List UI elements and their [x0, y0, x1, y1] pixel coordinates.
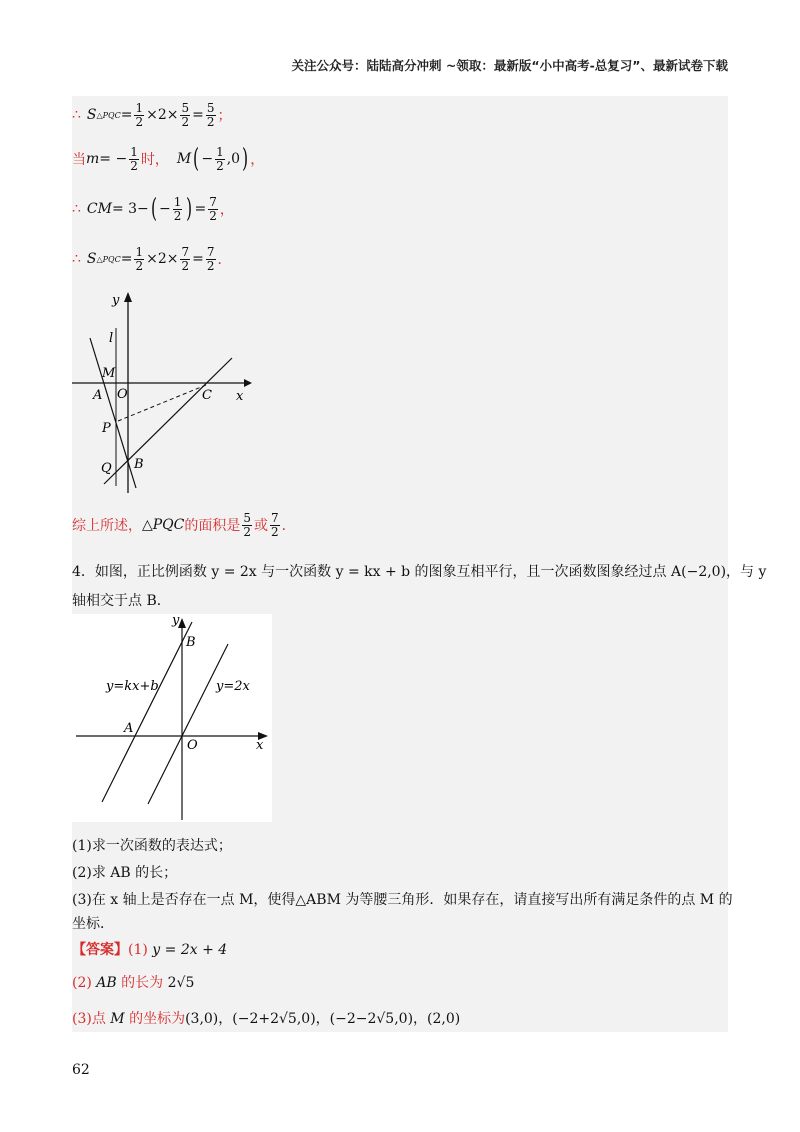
minus-sign: −	[158, 201, 171, 218]
label-o: O	[187, 738, 198, 753]
fraction-result: $\frac{5}{2}$	[206, 101, 215, 129]
fraction-result: $\frac{7}{2}$	[209, 195, 217, 223]
answer-line-1	[72, 939, 227, 959]
therefore-symbol: ∴	[72, 201, 81, 218]
label-x: x	[256, 738, 264, 753]
label-b: B	[186, 635, 196, 650]
summary-prefix: 综上所述，	[72, 518, 142, 535]
answer-2-value: 2√5	[167, 975, 195, 991]
equals: =	[192, 107, 204, 124]
summary-line	[72, 512, 296, 538]
line-kx-b	[102, 622, 192, 802]
label-x: x	[236, 389, 244, 404]
area-subscript: △PQC	[96, 110, 121, 120]
variable-m: m	[86, 151, 100, 168]
fraction-area-b: $\frac{7}{2}$	[271, 511, 279, 539]
punctuation: ；	[217, 108, 232, 125]
equals-minus: = −	[99, 151, 128, 168]
fraction-area-a: $\frac{5}{2}$	[243, 511, 252, 539]
equals: =	[192, 251, 204, 268]
answer-3-text: 的坐标为	[124, 1011, 186, 1027]
answer-2-label: (2)	[72, 975, 92, 991]
segment-ab: AB	[96, 975, 117, 991]
y-axis-arrow	[124, 292, 132, 302]
equals: =	[120, 251, 133, 268]
label-a: A	[124, 721, 134, 736]
area-symbol: S	[86, 251, 97, 268]
answer-2-text: 的长为	[116, 975, 168, 991]
label-y: y	[112, 293, 120, 308]
therefore-symbol: ∴	[72, 107, 81, 124]
question-4-part-2: (2)求 AB 的长；	[72, 865, 178, 881]
segment-pc	[118, 385, 206, 421]
label-l: l	[109, 331, 114, 346]
coordinate-rest: ,0	[226, 151, 241, 168]
question-4-part-3b: 坐标．	[72, 916, 114, 932]
solution-line-3: ∴ CM = 3− ( − $\frac{1}{2}$ ) = $\frac{7}{2}$ ，	[72, 194, 234, 225]
equals: =	[120, 107, 133, 124]
punctuation: ．	[281, 518, 296, 535]
figure-parallel-lines-svg	[72, 614, 272, 822]
label-c: C	[202, 388, 212, 403]
point-m: M	[110, 1011, 125, 1027]
line-bc	[104, 358, 232, 484]
solution-line-2: 当 m = − $\frac{1}{2}$ 时， M ( − $\frac{1}{2}$ ,0 ) ，	[72, 144, 265, 175]
times-text: ×2×	[146, 107, 179, 124]
answer-tag: 【答案】	[72, 942, 128, 958]
times-text: ×2×	[146, 251, 179, 268]
label-p: P	[102, 421, 111, 436]
line-ab	[90, 338, 136, 488]
fraction-half: $\frac{1}{2}$	[135, 245, 144, 273]
label-o: O	[117, 387, 128, 402]
figure-triangle-pqc	[72, 288, 262, 498]
fraction-coordinate: $\frac{1}{2}$	[216, 145, 224, 173]
equals-three-minus: = 3−	[111, 201, 149, 218]
fraction-factor: $\frac{5}{2}$	[181, 101, 190, 129]
label-b: B	[134, 457, 144, 472]
x-axis-arrow	[244, 379, 252, 387]
fraction-inner: $\frac{1}{2}$	[173, 195, 182, 223]
solution-line-1	[72, 102, 232, 128]
answer-line-2	[72, 972, 194, 992]
label-y: y	[172, 614, 180, 628]
point-m: M	[176, 151, 192, 168]
punctuation: ，	[250, 152, 265, 169]
label-2x: y=2x	[216, 679, 250, 694]
answer-1-label: (1)	[128, 942, 148, 958]
fraction-factor: $\frac{7}{2}$	[181, 245, 190, 273]
page-header: 关注公众号：陆陆高分冲刺 ~领取：最新版“小中高考-总复习”、最新试卷下载	[291, 58, 728, 73]
solution-line-4	[72, 246, 232, 272]
segment-cm: CM	[86, 201, 112, 218]
triangle-pqc: △PQC	[142, 517, 185, 534]
summary-mid: 的面积是	[184, 518, 241, 535]
line-2x	[148, 644, 228, 804]
when-text: 当	[72, 152, 86, 169]
figure-triangle-pqc-svg	[72, 288, 262, 498]
page-number: 62	[72, 1062, 90, 1078]
or-text: 或	[254, 518, 269, 535]
therefore-symbol: ∴	[72, 251, 81, 268]
minus-sign: −	[201, 151, 214, 168]
answer-3-label: (3)点	[72, 1011, 111, 1027]
question-4-line-2: 轴相交于点 B．	[72, 593, 171, 609]
fraction-result: $\frac{7}{2}$	[206, 245, 215, 273]
area-subscript: △PQC	[96, 254, 121, 264]
answer-1-expression: y = 2x + 4	[152, 942, 228, 958]
equals: =	[194, 201, 207, 218]
label-m: M	[102, 366, 116, 381]
label-a: A	[93, 388, 103, 403]
area-symbol: S	[86, 107, 97, 124]
fraction-half: $\frac{1}{2}$	[135, 101, 144, 129]
punctuation: ，	[219, 202, 234, 219]
punctuation: ．	[217, 252, 232, 269]
label-q: Q	[101, 461, 112, 476]
time-text: 时，	[140, 152, 169, 169]
question-4-line-1: 4．如图，正比例函数 y = 2x 与一次函数 y = kx + b 的图象互相平行，且一次函数图象经过点 A(−2,0)，与 y	[72, 564, 767, 580]
answer-line-3	[72, 1008, 460, 1028]
label-kx-b: y=kx+b	[106, 679, 159, 694]
question-4-part-1: (1)求一次函数的表达式；	[72, 838, 232, 854]
figure-parallel-lines	[72, 614, 272, 822]
fraction-m-value: $\frac{1}{2}$	[130, 145, 138, 173]
question-4-part-3a: (3)在 x 轴上是否存在一点 M，使得△ABM 为等腰三角形．如果存在，请直接写出所有满足条件的点 M 的	[72, 892, 733, 908]
answer-3-values: (3,0)，(−2+2√5,0)，(−2−2√5,0)，(2,0)	[185, 1011, 461, 1027]
